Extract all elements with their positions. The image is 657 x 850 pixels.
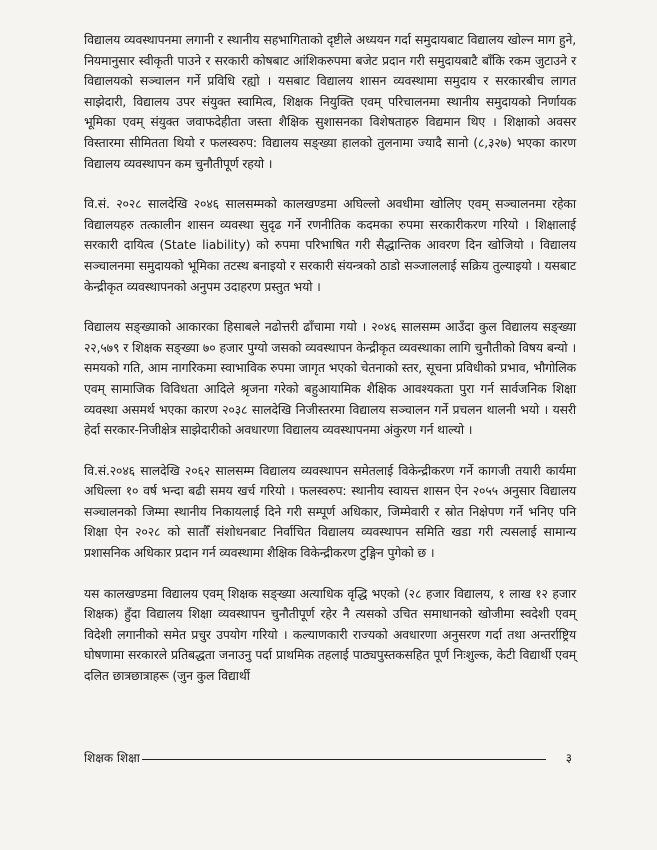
paragraph-3: विद्यालय सङ्ख्याको आकारका हिसाबले नढोत्तरी ढाँचामा गयो । २०४६ सालसम्म आउँदा कुल विद्यालय सङ्ख्या २२,५७९ र शिक्षक सङ्ख्या ७० हजार पुग्यो जसको व्यवस्थापन केन्द्रीकृत व्यवस्थाका लागि चुनौतीको विषय बन्यो । समयको गति, आम नागरिकमा स्वाभाविक रुपमा जागृत भएको चेतनाको स्तर, सूचना प्रविधीको प्रभाव, भौगोलिक एवम् सामाजिक विविधता आदिले श्रृजना गरेको बहुआयामिक शैक्षिक आवश्यकता पुरा गर्न सार्वजनिक शिक्षा व्यवस्था असमर्थ भएका कारण २०३८ सालदेखि निजीस्तरमा विद्यालय सञ्चालन गर्ने प्रचलन थालनी भयो । यसरी हेर्दा सरकार-निजीक्षेत्र साझेदारीको अवधारणा विद्यालय व्यवस्थापनमा अंकुरण गर्न थाल्यो ।	[84, 319, 576, 438]
paragraph-5: यस कालखण्डमा विद्यालय एवम् शिक्षक सङ्ख्या अत्याधिक वृद्धि भएको (२८ हजार विद्यालय, १ लाख १२ हजार शिक्षक) हुँदा विद्यालय शिक्षा व्यवस्थापन चुनौतीपूर्ण रहेर नै त्यसको उचित समाधानको खोजीमा स्वदेशी एवम् विदेशी लगानीको समेत प्रचुर उपयोग गरियो । कल्याणकारी राज्यको अवधारणा अनुसरण गर्दा तथा अन्तर्राष्ट्रिय घोषणामा सरकारले प्रतिबद्धता जनाउनु पर्दा प्राथमिक तहलाई पाठ्यपुस्तकसहित पूर्ण निःशुल्क, केटी विद्यार्थी एवम् दलित छात्रछात्राहरू (जुन कुल विद्यार्थी	[84, 585, 576, 684]
paragraph-1: विद्यालय व्यवस्थापनमा लगानी र स्थानीय सहभागिताको दृष्टीले अध्ययन गर्दा समुदायबाट विद्यालय खोल्न माग हुने, नियमानुसार स्वीकृती पाउने र सरकारी कोषबाट आंशिकरुपमा बजेट प्रदान गरी समुदायबाटै बाँकि रकम जुटाउने र विद्यालयको सञ्चालन गर्ने प्रविधि रह्यो । यसबाट विद्यालय शासन व्यवस्थामा समुदाय र सरकारबीच लागत साझेदारी, विद्यालय उपर संयुक्त स्वामित्व, शिक्षक नियुक्ति एवम् परिचालनमा स्थानीय समुदायको निर्णायक भूमिका एवम् संयुक्त जवाफदेहीता जस्ता शैक्षिक सुशासनका विशेषताहरु विद्यमान थिए । शिक्षाको अवसर विस्तारमा सीमितता थियो र फलस्वरुप: विद्यालय सङ्ख्या हालको तुलनामा ज्यादै सानो (८,३२७) भएका कारण विद्यालय व्यवस्थापन कम चुनौतीपूर्ण रहयो ।	[84, 32, 576, 171]
document-body	[84, 30, 576, 707]
paragraph-2: वि.सं. २०२८ सालदेखि २०४६ सालसम्मको कालखण्डमा अघिल्लो अवधीमा खोलिए एवम् सञ्चालनमा रहेका विद्यालयहरु तत्कालीन शासन व्यवस्था सुदृढ गर्ने रणनीतिक कदमका रुपमा सरकारीकरण गरियो । शिक्षालाई सरकारी दायित्व (State liability) को रुपमा परिभाषित गरी सैद्धान्तिक आवरण दिन खोजियो । विद्यालय सञ्चालनमा समुदायको भूमिका तटस्थ बनाइयो र सरकारी संयन्त्रको ठाडो सञ्जाललाई सक्रिय तुल्याइयो । यसबाट केन्द्रीकृत व्यवस्थापनको अनुपम उदाहरण प्रस्तुत भयो ।	[84, 196, 576, 294]
paragraph-4: वि.सं.२०४६ सालदेखि २०६२ सालसम्म विद्यालय व्यवस्थापन समेतलाई विकेन्द्रीकरण गर्ने कागजी तयारी कार्यमा अधिल्ला १० वर्ष भन्दा बढी समय खर्च गरियो । फलस्वरुप: स्थानीय स्वायत्त शासन ऐन २०५५ अनुसार विद्यालय सञ्चालनको जिम्मा स्थानीय निकायलाई दिने गरी सम्पूर्ण अधिकार, जिम्मेवारी र स्रोत निक्षेपण गर्ने भनिए पनि शिक्षा ऐन २०२८ को सातौँ संशोधनबाट निर्वाचित विद्यालय व्यवस्थापन समिति खडा गरी त्यसलाई सामान्य प्रशासनिक अधिकार प्रदान गर्न व्यवस्थामा शैक्षिक विकेन्द्रीकरण टुङ्गिन पुगेको छ ।	[84, 462, 576, 561]
page-number: ३	[565, 751, 572, 765]
page-footer	[84, 750, 576, 768]
footer-title: शिक्षक शिक्षा	[84, 751, 140, 765]
footer-divider	[142, 759, 546, 760]
